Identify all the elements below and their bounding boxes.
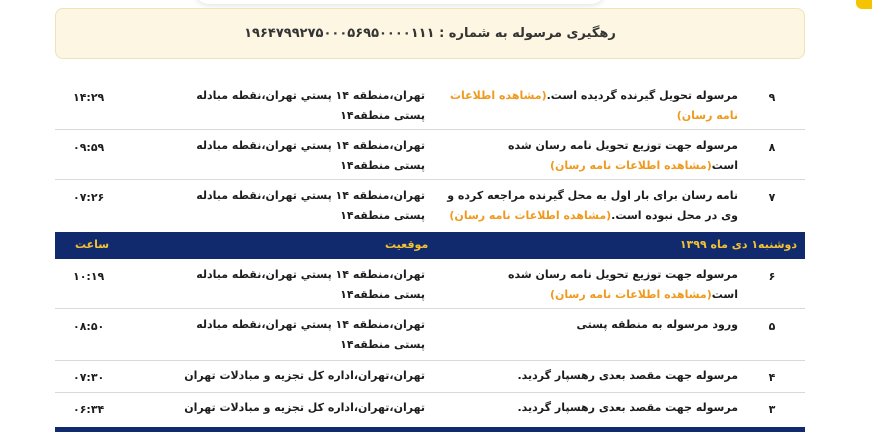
day-header-next <box>55 427 805 432</box>
row-description: مرسوله جهت مقصد بعدی رهسپار گردید. <box>517 369 738 382</box>
row-location: تهران،منطقه ۱۴ پستي تهران،نقطه مبادله پستی منطقه۱۴ <box>196 139 425 172</box>
row-time: ۰۸:۵۰ <box>73 320 105 333</box>
table-row <box>55 130 805 180</box>
row-description: ورود مرسوله به منطقه پستی <box>576 318 738 331</box>
row-time: ۰۶:۳۴ <box>73 403 105 416</box>
top-menu-pill <box>195 0 605 4</box>
row-number: ۶ <box>768 270 776 283</box>
day-date: دوشنبه۱ دی ماه ۱۳۹۹ <box>679 238 797 251</box>
row-time: ۱۴:۲۹ <box>73 91 105 104</box>
table-row <box>55 393 805 423</box>
tracking-table <box>55 80 805 423</box>
row-time: ۰۷:۳۰ <box>73 371 105 384</box>
table-row <box>55 259 805 309</box>
postman-info-link[interactable]: (مشاهده اطلاعات نامه رسان) <box>449 209 612 222</box>
row-location: تهران،منطقه ۱۴ پستي تهران،نقطه مبادله پستی منطقه۱۴ <box>196 189 425 222</box>
row-description: نامه رسان برای بار اول به محل گیرنده مراجعه کرده و وی در محل نبوده است.(مشاهده اطلاعات نامه رسان) <box>447 189 738 222</box>
postman-info-link[interactable]: (مشاهده اطلاعات نامه رسان) <box>449 89 738 122</box>
row-description: مرسوله تحویل گیرنده گردیده است.(مشاهده اطلاعات نامه رسان) <box>449 89 738 122</box>
row-description: مرسوله جهت مقصد بعدی رهسپار گردید. <box>517 401 738 414</box>
table-row <box>55 309 805 361</box>
row-location: تهران،منطقه ۱۴ پستي تهران،نقطه مبادله پستی منطقه۱۴ <box>196 268 425 301</box>
row-time: ۰۹:۵۹ <box>73 141 105 154</box>
row-number: ۵ <box>768 320 776 333</box>
row-number: ۷ <box>768 191 776 204</box>
row-time: ۰۷:۲۶ <box>73 191 105 204</box>
location-column-label: موقعیت <box>385 238 429 251</box>
table-row <box>55 361 805 393</box>
postman-info-link[interactable]: (مشاهده اطلاعات نامه رسان) <box>550 159 712 172</box>
row-location: تهران،منطقه ۱۴ پستي تهران،نقطه مبادله پستی منطقه۱۴ <box>196 318 425 351</box>
row-time: ۱۰:۱۹ <box>73 270 105 283</box>
table-row <box>55 80 805 130</box>
postman-info-link[interactable]: (مشاهده اطلاعات نامه رسان) <box>550 288 712 301</box>
row-description: مرسوله جهت توزیع تحویل نامه رسان شده است(مشاهده اطلاعات نامه رسان) <box>508 139 738 172</box>
row-location: تهران،منطقه ۱۴ پستي تهران،نقطه مبادله پستی منطقه۱۴ <box>196 89 425 122</box>
row-number: ۹ <box>768 91 776 104</box>
table-row <box>55 180 805 232</box>
row-number: ۴ <box>768 371 776 384</box>
day-header <box>55 232 805 259</box>
row-number: ۳ <box>768 403 776 416</box>
corner-accent <box>856 0 872 9</box>
row-description: مرسوله جهت توزیع تحویل نامه رسان شده است(مشاهده اطلاعات نامه رسان) <box>508 268 738 301</box>
row-location: تهران،تهران،اداره کل تجزیه و مبادلات تهران <box>184 401 425 414</box>
tracking-title: رهگیری مرسوله به شماره : ۱۹۶۴۷۹۹۲۷۵۰۰۰۵۶۹۵۰۰۰۰۱۱۱ <box>244 26 616 41</box>
row-number: ۸ <box>768 141 776 154</box>
row-location: تهران،تهران،اداره کل تجزیه و مبادلات تهران <box>184 369 425 382</box>
tracking-header <box>55 8 805 59</box>
time-column-label: ساعت <box>75 238 110 251</box>
